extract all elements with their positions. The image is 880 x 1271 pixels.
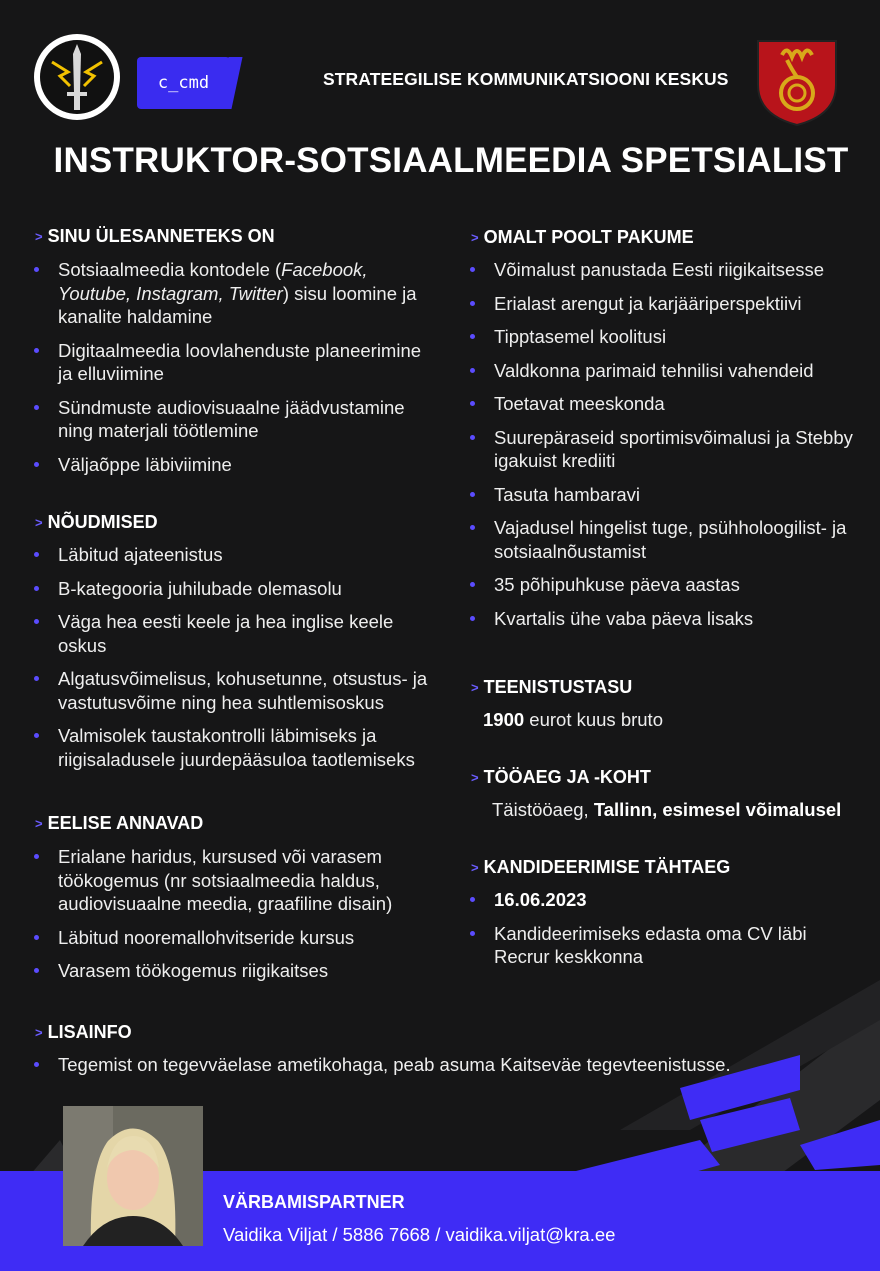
- list-item: Läbitud nooremallohvitseride kursus: [32, 926, 422, 950]
- list-item: Varasem töökogemus riigikaitses: [32, 959, 422, 983]
- extra-list: [32, 1053, 852, 1087]
- section-salary-title: [471, 677, 632, 698]
- chevron-right-icon: >: [471, 770, 479, 785]
- chevron-right-icon: >: [35, 515, 43, 530]
- list-item: Valmisolek taustakontrolli läbimiseks ja riigisaladusele juurdepääsuloa taotlemiseks: [32, 724, 442, 771]
- list-item: Algatusvõimelisus, kohusetunne, otsustus- ja vastutusvõime ning hea suhtlemisoskus: [32, 667, 442, 714]
- section-extra-title: [35, 1022, 132, 1043]
- chevron-right-icon: >: [35, 1025, 43, 1040]
- section-deadline-title-text: KANDIDEERIMISE TÄHTAEG: [483, 857, 731, 877]
- section-worktime-title-text: TÖÖAEG JA -KOHT: [483, 767, 651, 787]
- list-item: Digitaalmeedia loovlahenduste planeerimine ja elluviimine: [32, 339, 432, 386]
- list-item: Tegemist on tegevväelase ametikohaga, peab asuma Kaitseväe tegevteenistusse.: [32, 1053, 852, 1077]
- advantages-list: [32, 845, 422, 993]
- list-item: Väljaõppe läbiviimine: [32, 453, 432, 477]
- chevron-right-icon: >: [471, 860, 479, 875]
- list-item: Sündmuste audiovisuaalne jäädvustamine ning materjali töötlemine: [32, 396, 432, 443]
- list-item: Kvartalis ühe vaba päeva lisaks: [468, 607, 863, 631]
- list-item: Väga hea eesti keele ja hea inglise keele oskus: [32, 610, 442, 657]
- section-offer-title: [471, 227, 694, 248]
- list-item: Suurepäraseid sportimisvõimalusi ja Stebby igakuist krediiti: [468, 426, 863, 473]
- worktime-value: [492, 799, 841, 821]
- list-item: Erialast arengut ja karjääriperspektiivi: [468, 292, 863, 316]
- chevron-right-icon: >: [35, 229, 43, 244]
- list-item: B-kategooria juhilubade olemasolu: [32, 577, 442, 601]
- chevron-right-icon: >: [471, 680, 479, 695]
- emblem-icon: [32, 32, 122, 122]
- coat-of-arms-icon: [752, 35, 842, 127]
- list-item-italic-text: Facebook, Youtube, Instagram, Twitter: [58, 259, 368, 304]
- list-item: Läbitud ajateenistus: [32, 543, 442, 567]
- list-item-text: ) sisu loomine ja kanalite haldamine: [58, 282, 417, 327]
- list-item: Toetavat meeskonda: [468, 392, 863, 416]
- section-extra-title-text: LISAINFO: [47, 1022, 132, 1042]
- section-worktime-title: [471, 767, 651, 788]
- list-item-text: Sotsiaalmeedia kontodele (: [58, 259, 282, 280]
- recruiter-photo: [63, 1106, 203, 1246]
- section-tasks-title: [35, 226, 275, 247]
- worktime-plain: Täistööaeg,: [492, 799, 594, 820]
- list-item: Kandideerimiseks edasta oma CV läbi Recrur keskkonna: [468, 922, 863, 969]
- c-cmd-logo-text: c_cmd: [157, 73, 210, 93]
- section-offer-title-text: OMALT POOLT PAKUME: [483, 227, 694, 247]
- list-item: Vajadusel hingelist tuge, psühholoogilist- ja sotsiaalnõustamist: [468, 516, 863, 563]
- list-item: Tipptasemel koolitusi: [468, 325, 863, 349]
- organization-name: STRATEEGILISE KOMMUNIKATSIOONI KESKUS: [323, 69, 729, 89]
- deadline-list: [468, 888, 863, 979]
- list-item: Võimalust panustada Eesti riigikaitsesse: [468, 258, 863, 282]
- list-item: Erialane haridus, kursused või varasem töökogemus (nr sotsiaalmeedia haldus, audiovisuaalne meedia, graafiline disain): [32, 845, 422, 916]
- salary-value: [483, 709, 663, 731]
- section-requirements-title-text: NÕUDMISED: [47, 512, 158, 532]
- person-portrait-icon: [63, 1106, 203, 1246]
- chevron-right-icon: >: [471, 230, 479, 245]
- list-item: [468, 888, 863, 912]
- section-salary-title-text: TEENISTUSTASU: [483, 677, 633, 697]
- requirements-list: [32, 543, 442, 781]
- salary-rest: eurot kuus bruto: [524, 709, 663, 730]
- recruiter-label: VÄRBAMISPARTNER: [223, 1192, 405, 1212]
- list-item: 35 põhipuhkuse päeva aastas: [468, 573, 863, 597]
- chevron-right-icon: >: [35, 816, 43, 831]
- c-cmd-logo: [137, 57, 230, 109]
- deadline-date: 16.06.2023: [494, 889, 587, 910]
- section-advantages-title-text: EELISE ANNAVAD: [47, 813, 204, 833]
- section-requirements-title: [35, 512, 158, 533]
- salary-amount: 1900: [483, 709, 525, 730]
- section-advantages-title: [35, 813, 203, 834]
- list-item: [32, 258, 432, 329]
- recruiter-contact: Vaidika Viljat / 5886 7668 / vaidika.viljat@kra.ee: [223, 1224, 616, 1245]
- list-item: Tasuta hambaravi: [468, 483, 863, 507]
- list-item: Valdkonna parimaid tehnilisi vahendeid: [468, 359, 863, 383]
- worktime-bold: Tallinn, esimesel võimalusel: [593, 799, 842, 820]
- tasks-list: [32, 258, 432, 486]
- offer-list: [468, 258, 863, 640]
- section-tasks-title-text: SINU ÜLESANNETEKS ON: [47, 226, 275, 246]
- section-deadline-title: [471, 857, 730, 878]
- page-title: INSTRUKTOR-SOTSIAALMEEDIA SPETSIALIST: [53, 141, 849, 180]
